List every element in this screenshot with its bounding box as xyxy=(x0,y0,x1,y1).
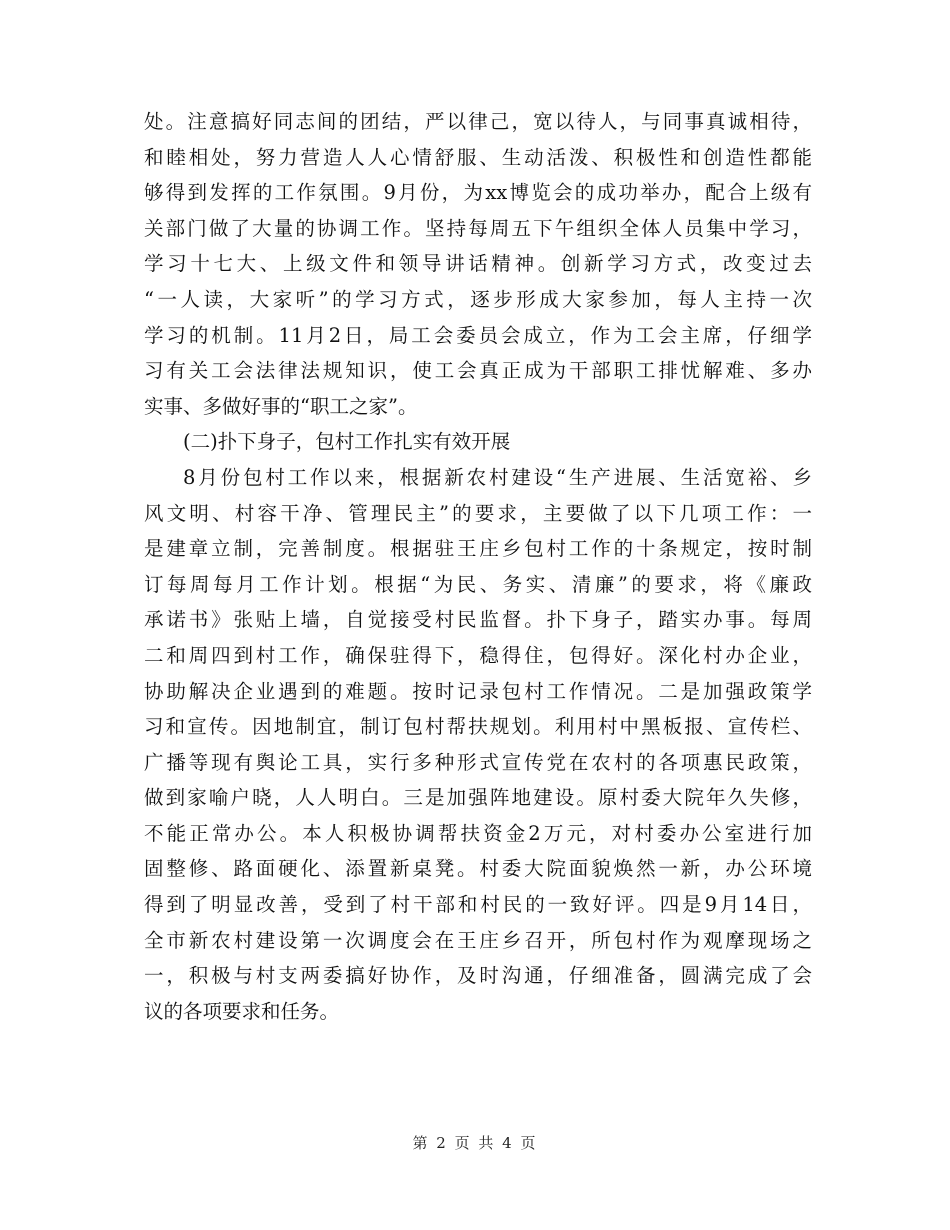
page-number: 第 2 页 共 4 页 xyxy=(412,1134,538,1152)
body-line: 学习十七大、上级文件和领导讲话精神。创新学习方式，改变过去 xyxy=(144,252,812,276)
section-heading: (二)扑下身子，包村工作扎实有效开展 xyxy=(183,430,511,454)
body-line: 学习的机制。11月2日，局工会委员会成立，作为工会主席，仔细学 xyxy=(144,323,812,347)
document-body xyxy=(144,104,812,1029)
body-line: 二和周四到村工作，确保驻得下，稳得住，包得好。深化村办企业， xyxy=(144,643,812,667)
body-line: 习和宣传。因地制宜，制订包村帮扶规划。利用村中黑板报、宣传栏、 xyxy=(144,715,812,739)
body-line: 关部门做了大量的协调工作。坚持每周五下午组织全体人员集中学习， xyxy=(144,216,812,240)
body-line: 承诺书》张贴上墙，自觉接受村民监督。扑下身子，踏实办事。每周 xyxy=(144,608,812,632)
body-line: 全市新农村建设第一次调度会在王庄乡召开，所包村作为观摩现场之 xyxy=(144,928,812,952)
body-line: 固整修、路面硬化、添置新桌凳。村委大院面貌焕然一新，办公环境 xyxy=(144,857,812,881)
body-line: 够得到发挥的工作氛围。9月份，为xx博览会的成功举办，配合上级有 xyxy=(144,181,812,205)
body-line: 习有关工会法律法规知识，使工会真正成为干部职工排忧解难、多办 xyxy=(144,359,812,383)
body-line: 实事、多做好事的“职工之家”。 xyxy=(144,394,418,418)
body-line: 不能正常办公。本人积极协调帮扶资金2万元，对村委办公室进行加 xyxy=(144,821,812,845)
body-line: 一，积极与村支两委搞好协作，及时沟通，仔细准备，圆满完成了会 xyxy=(144,964,812,988)
body-line: 是建章立制，完善制度。根据驻王庄乡包村工作的十条规定，按时制 xyxy=(144,537,812,561)
body-line: “一人读，大家听”的学习方式，逐步形成大家参加，每人主持一次 xyxy=(144,287,812,311)
body-line: 议的各项要求和任务。 xyxy=(144,999,340,1023)
body-line: 风文明、村容干净、管理民主”的要求，主要做了以下几项工作：一 xyxy=(144,501,812,525)
body-line: 8月份包村工作以来，根据新农村建设“生产进展、生活宽裕、乡 xyxy=(183,465,812,489)
body-line: 协助解决企业遇到的难题。按时记录包村工作情况。二是加强政策学 xyxy=(144,679,812,703)
body-line: 做到家喻户晓，人人明白。三是加强阵地建设。原村委大院年久失修， xyxy=(144,786,812,810)
body-line: 和睦相处，努力营造人人心情舒服、生动活泼、积极性和创造性都能 xyxy=(144,145,812,169)
body-line: 订每周每月工作计划。根据“为民、务实、清廉”的要求，将《廉政 xyxy=(144,572,812,596)
body-line: 广播等现有舆论工具，实行多种形式宣传党在农村的各项惠民政策， xyxy=(144,750,812,774)
body-line: 处。注意搞好同志间的团结，严以律己，宽以待人，与同事真诚相待， xyxy=(144,110,812,133)
body-line: 得到了明显改善，受到了村干部和村民的一致好评。四是9月14日， xyxy=(144,893,812,917)
